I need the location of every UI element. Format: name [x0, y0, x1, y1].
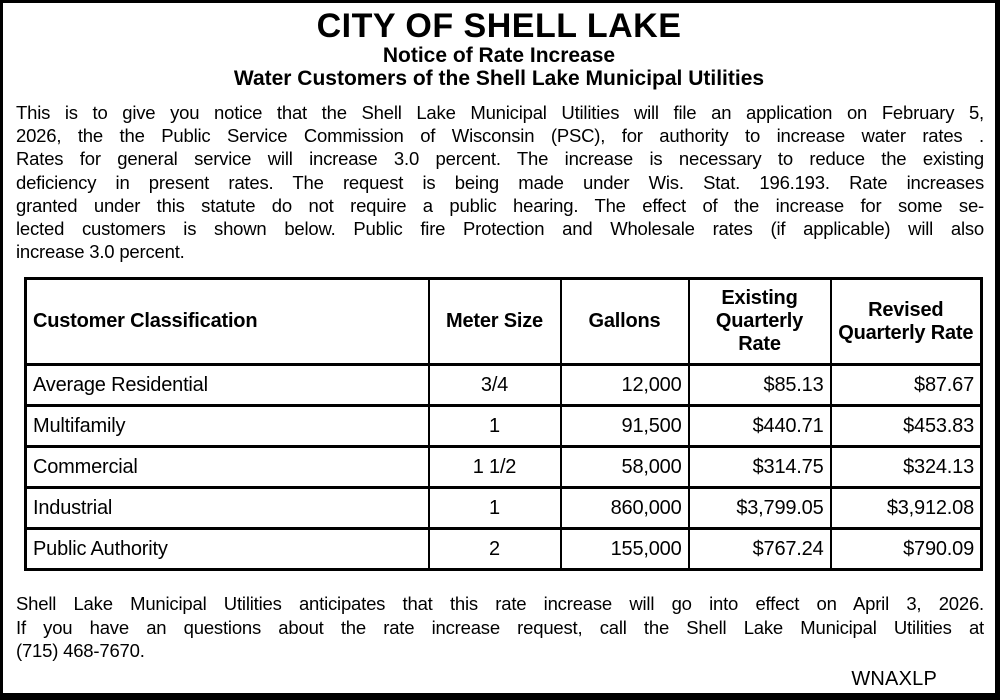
gallons-cell: 155,000 — [561, 529, 689, 570]
notice-line: This is to give you notice that the Shell Lake Municipal Utilities will file an application on February 5, — [16, 102, 984, 123]
customer-classification-cell: Industrial — [26, 488, 429, 529]
table-row — [26, 447, 982, 488]
footer-line: If you have an questions about the rate increase request, call the Shell Lake Municipal Utilities at — [16, 616, 984, 638]
notice-line: increase 3.0 percent. — [16, 241, 185, 263]
existing-rate-cell: $85.13 — [689, 365, 831, 406]
table-row — [26, 365, 982, 406]
existing-rate-cell: $440.71 — [689, 406, 831, 447]
meter-size-cell: 1 — [429, 406, 561, 447]
footer-line: (715) 468-7670. — [16, 639, 145, 661]
legal-tag: WNAXLP — [851, 668, 937, 691]
notice-line: deficiency in present rates. The request is being made under Wis. Stat. 196.193. Rate increases — [16, 171, 984, 193]
column-header-gallons: Gallons — [561, 279, 689, 365]
existing-rate-cell: $3,799.05 — [689, 488, 831, 529]
meter-size-cell: 3/4 — [429, 365, 561, 406]
page-title: CITY OF SHELL LAKE — [316, 7, 682, 45]
masthead — [3, 3, 995, 90]
table-row — [26, 529, 982, 570]
revised-rate-cell: $453.83 — [831, 406, 982, 447]
footer-paragraph — [16, 592, 984, 662]
notice-subtitle: Notice of Rate Increase — [382, 44, 616, 67]
column-header-revised-quarterly-rate: Revised Quarterly Rate — [831, 279, 982, 365]
customer-classification-cell: Public Authority — [26, 529, 429, 570]
gallons-cell: 91,500 — [561, 406, 689, 447]
column-header-existing-quarterly-rate: Existing Quarterly Rate — [689, 279, 831, 365]
meter-size-cell: 1 — [429, 488, 561, 529]
meter-size-cell: 2 — [429, 529, 561, 570]
customer-classification-cell: Average Residential — [26, 365, 429, 406]
column-header-customer-classification: Customer Classification — [26, 279, 429, 365]
table-row — [26, 406, 982, 447]
column-header-meter-size: Meter Size — [429, 279, 561, 365]
notice-line: granted under this statute do not require a public hearing. The effect of the increase for some se- — [16, 194, 984, 216]
meter-size-cell: 1 1/2 — [429, 447, 561, 488]
existing-rate-cell: $314.75 — [689, 447, 831, 488]
revised-rate-cell: $3,912.08 — [831, 488, 982, 529]
revised-rate-cell: $790.09 — [831, 529, 982, 570]
revised-rate-cell: $324.13 — [831, 447, 982, 488]
revised-rate-cell: $87.67 — [831, 365, 982, 406]
gallons-cell: 12,000 — [561, 365, 689, 406]
customer-classification-cell: Commercial — [26, 447, 429, 488]
gallons-cell: 860,000 — [561, 488, 689, 529]
customer-classification-cell: Multifamily — [26, 406, 429, 447]
audience-subtitle: Water Customers of the Shell Lake Municipal Utilities — [233, 67, 765, 90]
notice-line: Rates for general service will increase 3.0 percent. The increase is necessary to reduce the existing — [16, 148, 984, 170]
table-row — [26, 488, 982, 529]
gallons-cell: 58,000 — [561, 447, 689, 488]
footer-line: Shell Lake Municipal Utilities anticipates that this rate increase will go into effect on April 3, 2026. — [16, 593, 984, 615]
rate-table — [24, 277, 983, 571]
notice-line: lected customers is shown below. Public fire Protection and Wholesale rates (if applicable) will also — [16, 218, 984, 240]
notice-line: 2026, the the Public Service Commission of Wisconsin (PSC), for authority to increase water rates . — [16, 125, 984, 147]
notice-paragraph — [16, 101, 984, 263]
table-header-row — [26, 279, 982, 365]
existing-rate-cell: $767.24 — [689, 529, 831, 570]
